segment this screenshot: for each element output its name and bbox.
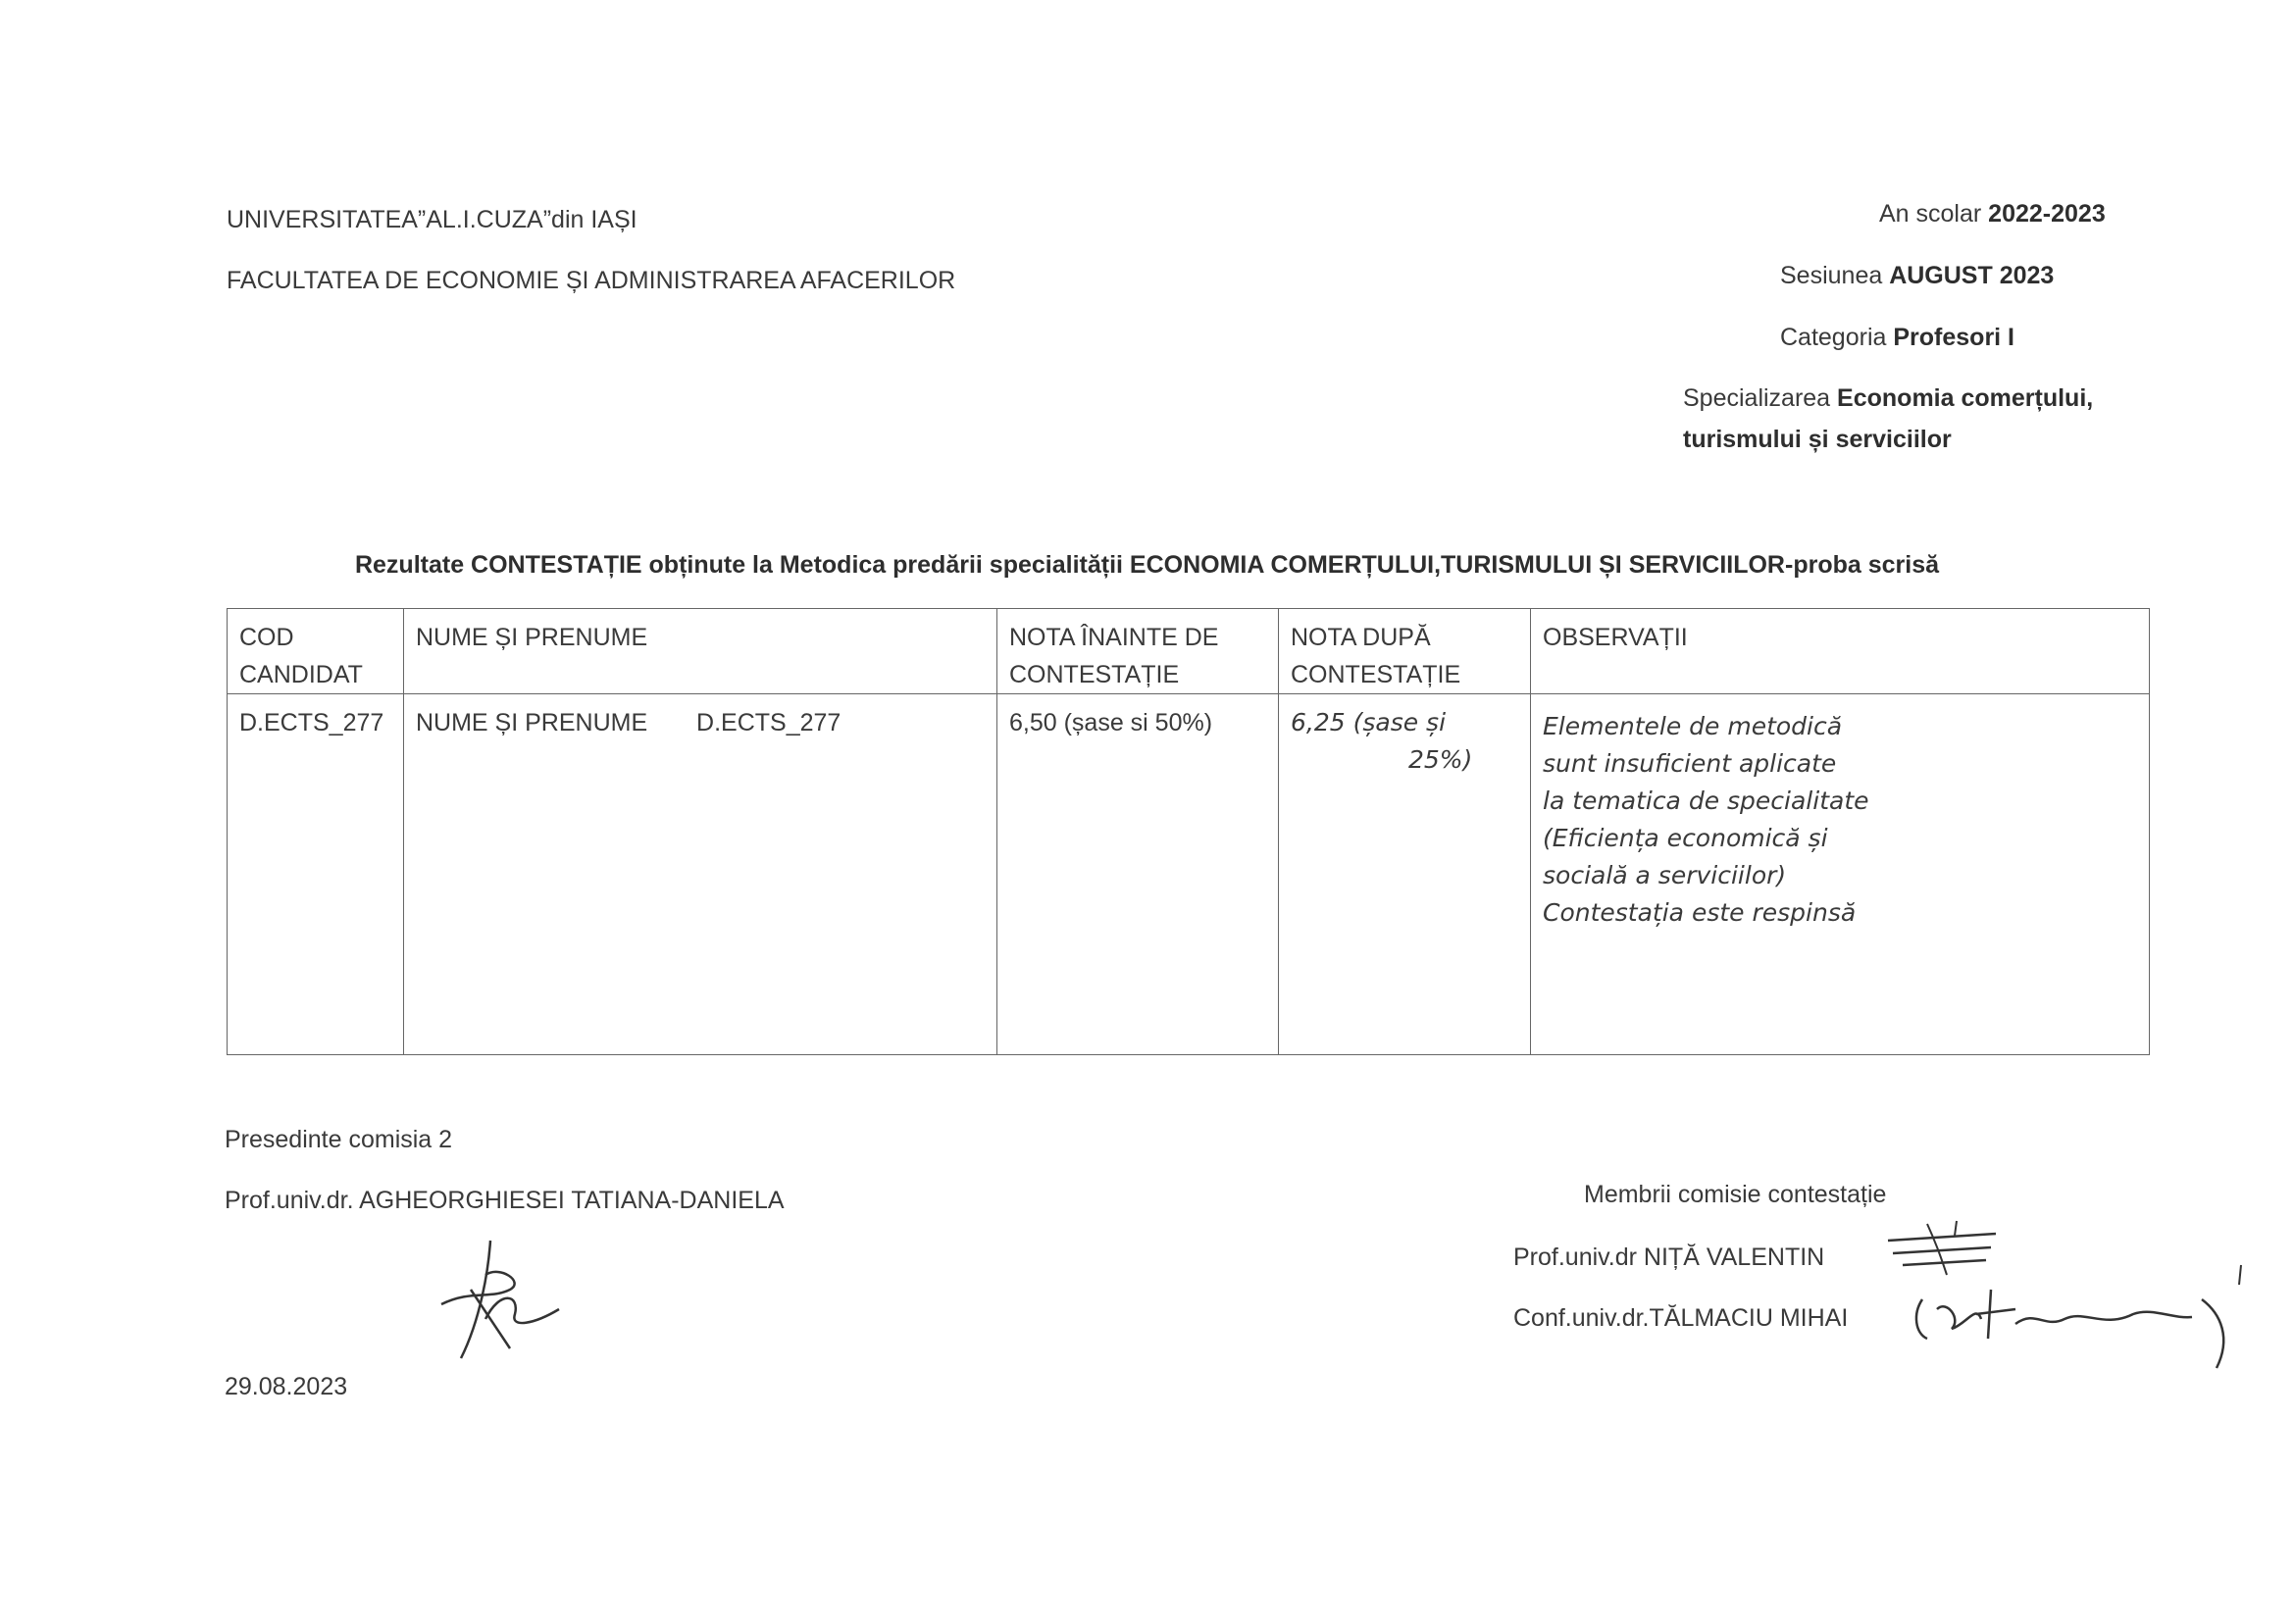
title-part3: -proba scrisă (1785, 551, 1940, 579)
results-table (227, 608, 2150, 1055)
school-year (1879, 200, 2106, 228)
member-1: Prof.univ.dr NIȚĂ VALENTIN (1513, 1243, 1825, 1271)
member-2-signature (1908, 1260, 2261, 1388)
specialization-value-line2: turismului și serviciilor (1683, 426, 1952, 453)
cell-grade-before: 6,50 (șase si 50%) (997, 694, 1279, 1055)
observation-line: socială a serviciilor) (1543, 861, 1787, 889)
faculty-name: FACULTATEA DE ECONOMIE ȘI ADMINISTRAREA AFACERILOR (227, 267, 956, 294)
table-header-row (228, 609, 2150, 694)
observation-line: Contestația este respinsă (1543, 898, 1857, 927)
category (1780, 324, 2014, 352)
specialization-line2 (1683, 426, 1952, 454)
cell-grade-after (1279, 694, 1531, 1055)
specialization-label: Specializarea (1683, 384, 1831, 412)
header-observations: OBSERVAȚII (1531, 609, 2150, 694)
cell-name (404, 694, 997, 1055)
session (1780, 262, 2054, 290)
category-label: Categoria (1780, 324, 1887, 351)
table-row (228, 694, 2150, 1055)
candidate-name: NUME ȘI PRENUME (416, 709, 648, 736)
member-2: Conf.univ.dr.TĂLMACIU MIHAI (1513, 1304, 1849, 1332)
specialization-value-line1: Economia comerțului, (1837, 384, 2094, 412)
school-year-value: 2022-2023 (1988, 200, 2106, 228)
header-name: NUME ȘI PRENUME (404, 609, 997, 694)
header-candidate-code: COD CANDIDAT (228, 609, 404, 694)
header-grade-after: NOTA DUPĂ CONTESTAȚIE (1279, 609, 1531, 694)
observation-line: sunt insuficient aplicate (1543, 749, 1837, 778)
president-label: Presedinte comisia 2 (225, 1126, 453, 1153)
cell-observations (1531, 694, 2150, 1055)
grade-after-line2: 25%) (1408, 745, 1473, 774)
president-signature (432, 1231, 569, 1368)
header-grade-before: NOTA ÎNAINTE DE CONTESTAȚIE (997, 609, 1279, 694)
category-value: Profesori I (1893, 324, 2015, 351)
document-title (0, 551, 2294, 580)
school-year-label: An scolar (1879, 200, 1982, 228)
observation-line: la tematica de specialitate (1543, 787, 1869, 815)
title-part1: Rezultate CONTESTAȚIE obținute la Metodica predării specialității (354, 551, 1130, 579)
specialization (1683, 384, 2093, 413)
president-name: Prof.univ.dr. AGHEORGHIESEI TATIANA-DANIELA (225, 1187, 785, 1214)
grade-after-line1: 6,25 (șase și (1291, 708, 1447, 736)
cell-candidate-code: D.ECTS_277 (228, 694, 404, 1055)
document-date: 29.08.2023 (225, 1373, 348, 1400)
title-part2: ECONOMIA COMERȚULUI,TURISMULUI ȘI SERVICIILOR (1129, 551, 1785, 579)
observation-line: (Eficiența economică și (1543, 824, 1828, 852)
session-value: AUGUST 2023 (1889, 262, 2055, 289)
candidate-name-code: D.ECTS_277 (696, 709, 841, 736)
university-name: UNIVERSITATEA”AL.I.CUZA”din IAȘI (227, 206, 637, 233)
members-label: Membrii comisie contestație (1584, 1181, 1887, 1208)
session-label: Sesiunea (1780, 262, 1883, 289)
observation-line: Elementele de metodică (1543, 712, 1843, 740)
